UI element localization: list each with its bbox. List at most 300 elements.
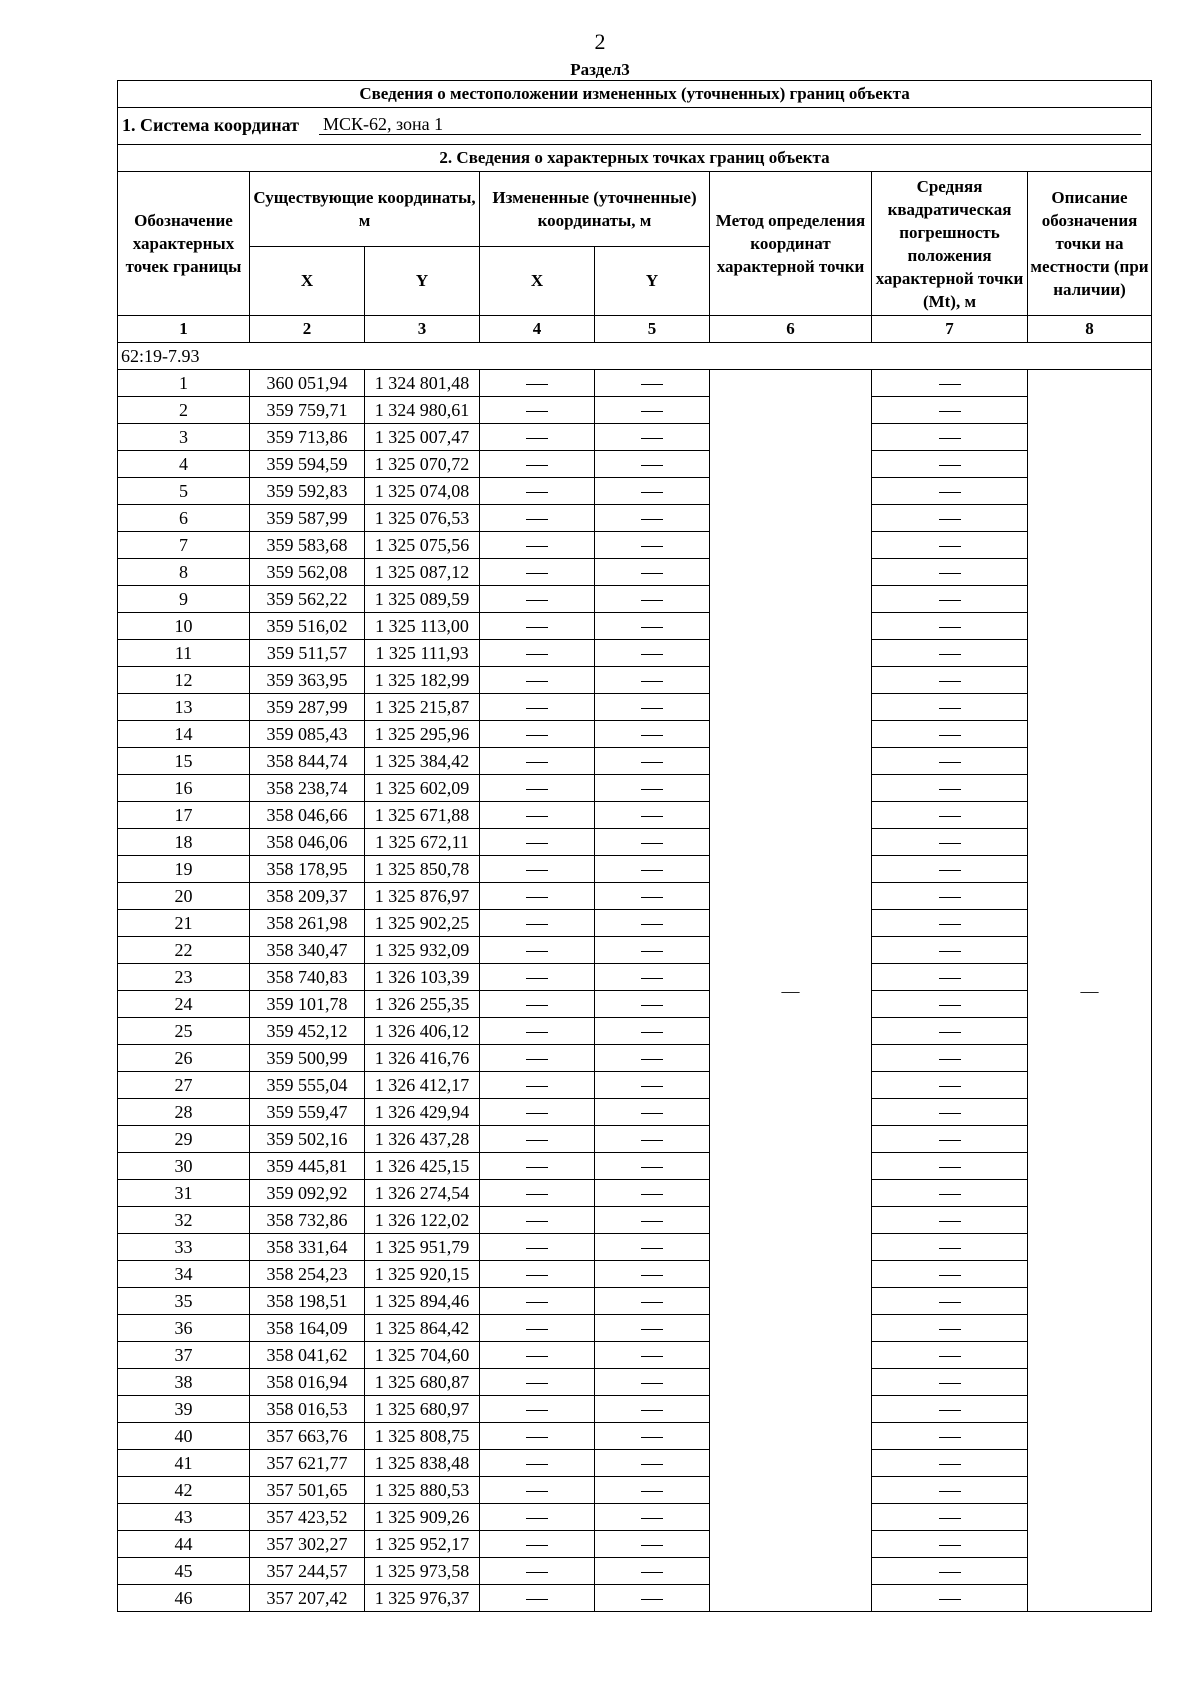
changed-y-cell xyxy=(595,1261,710,1288)
parcel-id: 62:19-7.93 xyxy=(118,343,1152,370)
table-row xyxy=(118,829,1152,856)
changed-y-cell xyxy=(595,1450,710,1477)
point-number-cell: 25 xyxy=(118,1018,250,1045)
changed-y-cell xyxy=(595,1585,710,1612)
existing-x-cell: 359 592,83 xyxy=(250,478,365,505)
changed-x-cell xyxy=(480,1126,595,1153)
empty-dash xyxy=(641,1005,663,1006)
table-row xyxy=(118,586,1152,613)
changed-x-cell xyxy=(480,1477,595,1504)
existing-x-cell: 359 759,71 xyxy=(250,397,365,424)
header-existing-x: X xyxy=(250,247,365,316)
table-title: Сведения о местоположении измененных (уточненных) границ объекта xyxy=(118,81,1152,108)
changed-y-cell xyxy=(595,478,710,505)
mean-error-cell xyxy=(872,775,1028,802)
table-row xyxy=(118,991,1152,1018)
existing-x-cell: 358 046,06 xyxy=(250,829,365,856)
changed-x-cell xyxy=(480,1315,595,1342)
column-number: 7 xyxy=(872,316,1028,343)
empty-dash xyxy=(641,1032,663,1033)
mean-error-cell xyxy=(872,478,1028,505)
empty-dash xyxy=(526,1599,548,1600)
point-number-cell: 45 xyxy=(118,1558,250,1585)
table-row xyxy=(118,397,1152,424)
changed-y-cell xyxy=(595,775,710,802)
boundary-points-table xyxy=(117,80,1152,1612)
empty-dash xyxy=(939,1032,961,1033)
empty-dash xyxy=(526,1572,548,1573)
existing-y-cell: 1 325 384,42 xyxy=(365,748,480,775)
existing-x-cell: 359 583,68 xyxy=(250,532,365,559)
coordinate-system-label: 1. Система координат xyxy=(122,114,299,135)
empty-dash xyxy=(641,1059,663,1060)
existing-y-cell: 1 325 087,12 xyxy=(365,559,480,586)
empty-dash xyxy=(939,1599,961,1600)
existing-x-cell: 358 340,47 xyxy=(250,937,365,964)
empty-dash xyxy=(641,519,663,520)
mean-error-cell xyxy=(872,1288,1028,1315)
empty-dash xyxy=(939,411,961,412)
existing-y-cell: 1 325 976,37 xyxy=(365,1585,480,1612)
empty-dash xyxy=(939,573,961,574)
empty-dash xyxy=(526,1545,548,1546)
empty-dash xyxy=(939,1248,961,1249)
empty-dash xyxy=(526,1167,548,1168)
changed-y-cell xyxy=(595,829,710,856)
empty-dash xyxy=(526,951,548,952)
table-row xyxy=(118,1450,1152,1477)
existing-y-cell: 1 325 808,75 xyxy=(365,1423,480,1450)
mean-error-cell xyxy=(872,1153,1028,1180)
empty-dash xyxy=(939,1491,961,1492)
point-number-cell: 32 xyxy=(118,1207,250,1234)
empty-dash xyxy=(526,816,548,817)
point-number-cell: 34 xyxy=(118,1261,250,1288)
existing-x-cell: 359 085,43 xyxy=(250,721,365,748)
empty-dash xyxy=(641,897,663,898)
existing-x-cell: 358 041,62 xyxy=(250,1342,365,1369)
existing-y-cell: 1 326 255,35 xyxy=(365,991,480,1018)
point-number-cell: 33 xyxy=(118,1234,250,1261)
point-number-cell: 37 xyxy=(118,1342,250,1369)
empty-dash xyxy=(641,1437,663,1438)
existing-x-cell: 358 238,74 xyxy=(250,775,365,802)
empty-dash xyxy=(641,735,663,736)
empty-dash xyxy=(939,681,961,682)
mean-error-cell xyxy=(872,451,1028,478)
changed-y-cell xyxy=(595,1396,710,1423)
mean-error-cell xyxy=(872,1477,1028,1504)
table-row xyxy=(118,1315,1152,1342)
empty-dash xyxy=(939,384,961,385)
point-number-cell: 6 xyxy=(118,505,250,532)
changed-x-cell xyxy=(480,640,595,667)
changed-y-cell xyxy=(595,910,710,937)
existing-y-cell: 1 325 089,59 xyxy=(365,586,480,613)
changed-y-cell xyxy=(595,1531,710,1558)
coordinate-system-row xyxy=(118,108,1152,145)
column-number: 4 xyxy=(480,316,595,343)
mean-error-cell xyxy=(872,1423,1028,1450)
mean-error-cell xyxy=(872,1369,1028,1396)
existing-y-cell: 1 326 274,54 xyxy=(365,1180,480,1207)
changed-x-cell xyxy=(480,1504,595,1531)
existing-x-cell: 358 254,23 xyxy=(250,1261,365,1288)
empty-dash xyxy=(526,438,548,439)
empty-dash xyxy=(526,789,548,790)
point-number-cell: 4 xyxy=(118,451,250,478)
point-number-cell: 20 xyxy=(118,883,250,910)
point-number-cell: 23 xyxy=(118,964,250,991)
changed-y-cell xyxy=(595,451,710,478)
changed-x-cell xyxy=(480,964,595,991)
changed-y-cell xyxy=(595,1558,710,1585)
empty-dash xyxy=(641,1464,663,1465)
changed-y-cell xyxy=(595,1045,710,1072)
mean-error-cell xyxy=(872,1126,1028,1153)
changed-y-cell xyxy=(595,721,710,748)
table-row xyxy=(118,1369,1152,1396)
description-cell: — xyxy=(1028,370,1152,1612)
empty-dash xyxy=(526,573,548,574)
empty-dash xyxy=(939,1086,961,1087)
column-number: 2 xyxy=(250,316,365,343)
empty-dash xyxy=(939,816,961,817)
mean-error-cell xyxy=(872,964,1028,991)
point-number-cell: 22 xyxy=(118,937,250,964)
changed-x-cell xyxy=(480,505,595,532)
empty-dash xyxy=(526,1356,548,1357)
table-row xyxy=(118,802,1152,829)
point-number-cell: 3 xyxy=(118,424,250,451)
changed-y-cell xyxy=(595,1180,710,1207)
point-number-cell: 27 xyxy=(118,1072,250,1099)
existing-x-cell: 357 423,52 xyxy=(250,1504,365,1531)
table-row xyxy=(118,1099,1152,1126)
changed-y-cell xyxy=(595,1315,710,1342)
changed-x-cell xyxy=(480,910,595,937)
empty-dash xyxy=(939,762,961,763)
existing-x-cell: 358 016,94 xyxy=(250,1369,365,1396)
changed-x-cell xyxy=(480,532,595,559)
mean-error-cell xyxy=(872,1018,1028,1045)
empty-dash xyxy=(641,1167,663,1168)
changed-x-cell xyxy=(480,1450,595,1477)
empty-dash xyxy=(526,1113,548,1114)
empty-dash xyxy=(641,1086,663,1087)
empty-dash xyxy=(526,924,548,925)
existing-x-cell: 359 713,86 xyxy=(250,424,365,451)
empty-dash xyxy=(939,870,961,871)
point-number-cell: 7 xyxy=(118,532,250,559)
existing-x-cell: 358 331,64 xyxy=(250,1234,365,1261)
changed-x-cell xyxy=(480,1585,595,1612)
point-number-cell: 40 xyxy=(118,1423,250,1450)
changed-x-cell xyxy=(480,559,595,586)
empty-dash xyxy=(641,1356,663,1357)
empty-dash xyxy=(939,1059,961,1060)
column-number: 1 xyxy=(118,316,250,343)
mean-error-cell xyxy=(872,1558,1028,1585)
changed-y-cell xyxy=(595,1369,710,1396)
changed-x-cell xyxy=(480,397,595,424)
changed-y-cell xyxy=(595,613,710,640)
changed-x-cell xyxy=(480,802,595,829)
header-method: Метод определения координат характерной точки xyxy=(710,172,872,316)
existing-x-cell: 359 445,81 xyxy=(250,1153,365,1180)
mean-error-cell xyxy=(872,991,1028,1018)
empty-dash xyxy=(526,600,548,601)
point-number-cell: 5 xyxy=(118,478,250,505)
empty-dash xyxy=(939,1410,961,1411)
changed-x-cell xyxy=(480,667,595,694)
table-row xyxy=(118,559,1152,586)
table-row xyxy=(118,1018,1152,1045)
empty-dash xyxy=(526,897,548,898)
existing-y-cell: 1 325 602,09 xyxy=(365,775,480,802)
existing-x-cell: 358 046,66 xyxy=(250,802,365,829)
mean-error-cell xyxy=(872,667,1028,694)
mean-error-cell xyxy=(872,370,1028,397)
changed-x-cell xyxy=(480,1072,595,1099)
existing-x-cell: 359 092,92 xyxy=(250,1180,365,1207)
existing-y-cell: 1 325 909,26 xyxy=(365,1504,480,1531)
empty-dash xyxy=(641,1518,663,1519)
existing-y-cell: 1 326 122,02 xyxy=(365,1207,480,1234)
mean-error-cell xyxy=(872,1585,1028,1612)
mean-error-cell xyxy=(872,1531,1028,1558)
mean-error-cell xyxy=(872,613,1028,640)
table-row xyxy=(118,613,1152,640)
table-row xyxy=(118,1423,1152,1450)
changed-x-cell xyxy=(480,694,595,721)
changed-y-cell xyxy=(595,1342,710,1369)
existing-y-cell: 1 325 074,08 xyxy=(365,478,480,505)
empty-dash xyxy=(641,1113,663,1114)
empty-dash xyxy=(526,870,548,871)
changed-x-cell xyxy=(480,1018,595,1045)
existing-x-cell: 358 209,37 xyxy=(250,883,365,910)
point-number-cell: 29 xyxy=(118,1126,250,1153)
empty-dash xyxy=(641,465,663,466)
point-number-cell: 24 xyxy=(118,991,250,1018)
changed-y-cell xyxy=(595,397,710,424)
changed-x-cell xyxy=(480,370,595,397)
empty-dash xyxy=(641,1302,663,1303)
point-number-cell: 2 xyxy=(118,397,250,424)
empty-dash xyxy=(939,627,961,628)
existing-y-cell: 1 326 406,12 xyxy=(365,1018,480,1045)
column-number: 6 xyxy=(710,316,872,343)
table-row xyxy=(118,1288,1152,1315)
existing-y-cell: 1 325 880,53 xyxy=(365,1477,480,1504)
empty-dash xyxy=(939,492,961,493)
existing-x-cell: 359 500,99 xyxy=(250,1045,365,1072)
point-number-cell: 10 xyxy=(118,613,250,640)
existing-y-cell: 1 326 437,28 xyxy=(365,1126,480,1153)
changed-y-cell xyxy=(595,667,710,694)
empty-dash xyxy=(526,411,548,412)
empty-dash xyxy=(526,1221,548,1222)
table-row xyxy=(118,775,1152,802)
empty-dash xyxy=(939,465,961,466)
header-changed-coords: Измененные (уточненные) координаты, м xyxy=(480,172,710,247)
existing-y-cell: 1 325 295,96 xyxy=(365,721,480,748)
empty-dash xyxy=(939,1005,961,1006)
existing-x-cell: 357 663,76 xyxy=(250,1423,365,1450)
empty-dash xyxy=(939,654,961,655)
existing-y-cell: 1 325 952,17 xyxy=(365,1531,480,1558)
empty-dash xyxy=(526,465,548,466)
point-number-cell: 12 xyxy=(118,667,250,694)
mean-error-cell xyxy=(872,424,1028,451)
table-row xyxy=(118,424,1152,451)
mean-error-cell xyxy=(872,910,1028,937)
table-row xyxy=(118,1396,1152,1423)
empty-dash xyxy=(641,573,663,574)
header-mean-error: Средняя квадратическая погрешность положения характерной точки (Mt), м xyxy=(872,172,1028,316)
empty-dash xyxy=(939,924,961,925)
point-number-cell: 15 xyxy=(118,748,250,775)
existing-x-cell: 359 511,57 xyxy=(250,640,365,667)
changed-y-cell xyxy=(595,991,710,1018)
existing-y-cell: 1 326 429,94 xyxy=(365,1099,480,1126)
existing-x-cell: 359 287,99 xyxy=(250,694,365,721)
point-number-cell: 21 xyxy=(118,910,250,937)
empty-dash xyxy=(526,1329,548,1330)
existing-y-cell: 1 326 412,17 xyxy=(365,1072,480,1099)
empty-dash xyxy=(641,1140,663,1141)
table-row xyxy=(118,910,1152,937)
existing-x-cell: 358 261,98 xyxy=(250,910,365,937)
changed-x-cell xyxy=(480,1369,595,1396)
empty-dash xyxy=(939,1302,961,1303)
empty-dash xyxy=(526,384,548,385)
existing-y-cell: 1 325 671,88 xyxy=(365,802,480,829)
method-cell: — xyxy=(710,370,872,1612)
empty-dash xyxy=(641,816,663,817)
empty-dash xyxy=(939,1194,961,1195)
empty-dash xyxy=(641,762,663,763)
point-number-cell: 13 xyxy=(118,694,250,721)
changed-y-cell xyxy=(595,1234,710,1261)
mean-error-cell xyxy=(872,1450,1028,1477)
changed-y-cell xyxy=(595,1288,710,1315)
mean-error-cell xyxy=(872,1342,1028,1369)
existing-y-cell: 1 325 864,42 xyxy=(365,1315,480,1342)
table-row xyxy=(118,856,1152,883)
point-number-cell: 8 xyxy=(118,559,250,586)
changed-x-cell xyxy=(480,1531,595,1558)
changed-y-cell xyxy=(595,532,710,559)
empty-dash xyxy=(526,1383,548,1384)
changed-x-cell xyxy=(480,748,595,775)
mean-error-cell xyxy=(872,748,1028,775)
empty-dash xyxy=(939,1518,961,1519)
empty-dash xyxy=(526,735,548,736)
point-number-cell: 39 xyxy=(118,1396,250,1423)
header-changed-y: Y xyxy=(595,247,710,316)
empty-dash xyxy=(641,1329,663,1330)
existing-x-cell: 358 732,86 xyxy=(250,1207,365,1234)
empty-dash xyxy=(526,762,548,763)
changed-x-cell xyxy=(480,1288,595,1315)
existing-y-cell: 1 324 980,61 xyxy=(365,397,480,424)
empty-dash xyxy=(641,1599,663,1600)
table-row xyxy=(118,1531,1152,1558)
changed-x-cell xyxy=(480,856,595,883)
empty-dash xyxy=(526,843,548,844)
existing-y-cell: 1 326 416,76 xyxy=(365,1045,480,1072)
empty-dash xyxy=(526,1410,548,1411)
changed-y-cell xyxy=(595,505,710,532)
empty-dash xyxy=(939,1167,961,1168)
changed-x-cell xyxy=(480,613,595,640)
point-number-cell: 44 xyxy=(118,1531,250,1558)
existing-x-cell: 358 164,09 xyxy=(250,1315,365,1342)
existing-x-cell: 357 501,65 xyxy=(250,1477,365,1504)
existing-y-cell: 1 325 932,09 xyxy=(365,937,480,964)
existing-y-cell: 1 325 680,97 xyxy=(365,1396,480,1423)
empty-dash xyxy=(526,627,548,628)
empty-dash xyxy=(641,708,663,709)
mean-error-cell xyxy=(872,1261,1028,1288)
existing-x-cell: 359 562,08 xyxy=(250,559,365,586)
table-row xyxy=(118,1477,1152,1504)
changed-x-cell xyxy=(480,478,595,505)
existing-x-cell: 359 452,12 xyxy=(250,1018,365,1045)
mean-error-cell xyxy=(872,829,1028,856)
empty-dash xyxy=(526,519,548,520)
changed-y-cell xyxy=(595,802,710,829)
empty-dash xyxy=(641,1383,663,1384)
table-row xyxy=(118,694,1152,721)
changed-x-cell xyxy=(480,1396,595,1423)
changed-y-cell xyxy=(595,748,710,775)
existing-x-cell: 359 516,02 xyxy=(250,613,365,640)
existing-x-cell: 358 740,83 xyxy=(250,964,365,991)
empty-dash xyxy=(526,1437,548,1438)
existing-y-cell: 1 326 425,15 xyxy=(365,1153,480,1180)
point-number-cell: 14 xyxy=(118,721,250,748)
empty-dash xyxy=(641,870,663,871)
point-number-cell: 42 xyxy=(118,1477,250,1504)
table-row xyxy=(118,748,1152,775)
changed-x-cell xyxy=(480,1342,595,1369)
existing-y-cell: 1 325 076,53 xyxy=(365,505,480,532)
mean-error-cell xyxy=(872,721,1028,748)
table-row xyxy=(118,1072,1152,1099)
mean-error-cell xyxy=(872,856,1028,883)
existing-x-cell: 359 555,04 xyxy=(250,1072,365,1099)
empty-dash xyxy=(641,1275,663,1276)
mean-error-cell xyxy=(872,1207,1028,1234)
point-number-cell: 43 xyxy=(118,1504,250,1531)
empty-dash xyxy=(939,1113,961,1114)
empty-dash xyxy=(939,546,961,547)
header-existing-coords: Существующие координаты, м xyxy=(250,172,480,247)
existing-x-cell: 358 178,95 xyxy=(250,856,365,883)
existing-x-cell: 357 302,27 xyxy=(250,1531,365,1558)
empty-dash xyxy=(939,843,961,844)
empty-dash xyxy=(641,411,663,412)
changed-x-cell xyxy=(480,1234,595,1261)
changed-y-cell xyxy=(595,1072,710,1099)
header-point-designation: Обозначение характерных точек границы xyxy=(118,172,250,316)
existing-x-cell: 358 198,51 xyxy=(250,1288,365,1315)
point-number-cell: 30 xyxy=(118,1153,250,1180)
table-row xyxy=(118,1207,1152,1234)
